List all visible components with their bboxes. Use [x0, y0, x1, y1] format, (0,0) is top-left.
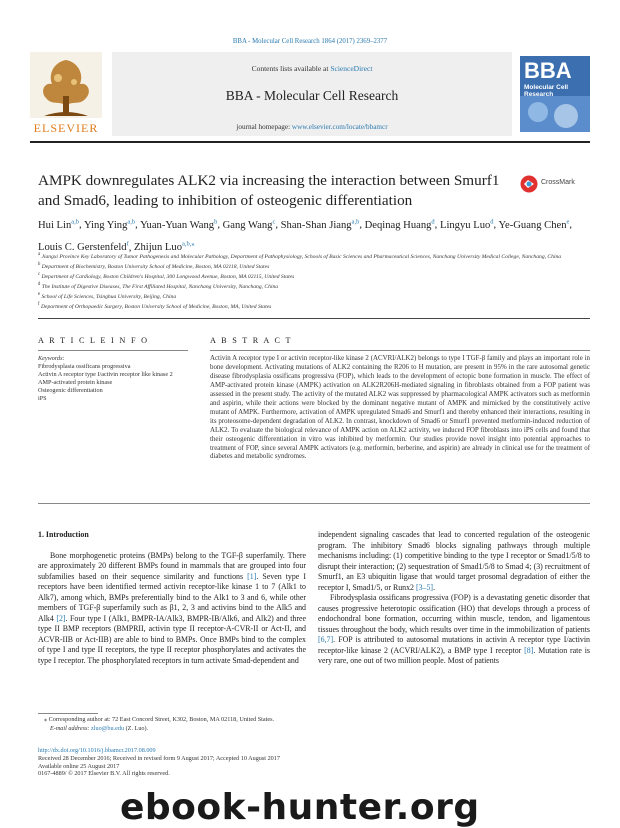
intro-paragraph-1: [38, 551, 306, 667]
cover-title-small: Molecular Cell Research: [524, 84, 569, 98]
received-dates: Received 28 December 2016; Received in revised form 9 August 2017; Accepted 10 August 2017: [38, 754, 280, 762]
author-affiliation-marker: a,b: [71, 218, 80, 225]
keyword-list: [38, 363, 180, 403]
author-name[interactable]: [38, 220, 79, 231]
author-affiliation-marker: d: [431, 218, 435, 225]
section-title: 1. Introduction: [38, 530, 89, 539]
author-affiliation-marker: f: [126, 240, 129, 248]
author-name-text: Lingyu Luo: [439, 219, 491, 231]
cover-title-big: BBA: [524, 58, 572, 83]
corresponding-author: ⁎ Corresponding author at: 72 East Concord Street, K302, Boston, MA 02118, United States.: [44, 716, 275, 723]
affiliation-text: Department of Orthopaedic Surgery, Boston University School of Medicine, Boston, MA, United States: [39, 304, 272, 311]
watermark-text: ebook-hunter.org: [120, 787, 480, 828]
author-affiliation-marker: a,b: [351, 218, 360, 225]
corresponding-author-footnote: [38, 716, 438, 734]
author-affiliation-marker: b: [214, 218, 218, 225]
homepage-prefix: journal homepage:: [236, 123, 292, 131]
affiliation-marker: c: [38, 272, 41, 278]
affiliation-marker: f: [38, 302, 40, 308]
affiliation-marker: a: [38, 252, 41, 257]
abstract-end-rule: [38, 503, 590, 504]
elsevier-logo: [30, 52, 102, 136]
email-line: [38, 725, 438, 734]
journal-reference[interactable]: BBA - Molecular Cell Research 1864 (2017) 2369–2377: [232, 38, 388, 45]
affiliation-text: Jiangxi Province Key Laboratory of Tumor Pathogenesis and Molecular Pathology, Department of Pathophysiology, Schools of Basic Sciences and Pharmaceutical Sciences, Nanchang University Medical College, Nanchang, China: [40, 253, 562, 260]
section-rule: [38, 318, 590, 319]
online-date: Available online 25 August 2017: [38, 762, 120, 770]
keyword-item: Activin A receptor type I/activin receptor like kinase 2: [38, 370, 173, 378]
author-name-text: Yuan-Yuan Wang: [140, 219, 215, 231]
abstract-text: Activin A receptor type I or activin receptor-like kinase 2 (ACVRI/ALK2) belongs to type I TGF-β family and plays an important role in bone development. Activating mutations of ALK2 containing the R206 to H mutation, are present in 95% in the rare autosomal genetic disease fibrodysplasia ossificans progressiva (FOP), which leads to the development of ectopic bone formation in muscle. The effect of AMP-activated protein kinase (AMPK) activation on ALK2R206H-mediated signaling in fibroblasts obtained from a FOP patient was assessed in the present study. The activity of the mutated ALK2 was suppressed by pharmacological AMPK activators such as metformin and aspirin, while their actions were blocked by the dominant negative mutant of AMPK and mimicked by the constitutively active mutant of AMPK. Furthermore, activation of AMPK upregulated Smad6 and Smurf1 and thereby enhanced their interactions, resulting in its proteosome-dependent degradation of ALK2. In contrast, knockdown of Smad6 or Smurf1 prevented metformin-induced reduction of ALK2. To evaluate the biological relevance of AMPK action on ALK2 activity, we induced FOP fibroblasts into iPS cells and found that their osteogenic differentiation in vitro was inhibited by metformin. Our studies provide novel insight into potential approaches to treatment of FOP, since several AMPK activators (e.g. metformin, berberine, and aspirin) are already in clinical use for the treatment of diabetes and metabolic syndromes.: [210, 355, 590, 461]
crossmark-label: CrossMark: [541, 179, 575, 186]
homepage-link[interactable]: www.elsevier.com/locate/bbamcr: [291, 123, 388, 131]
affiliation-item: [38, 291, 593, 301]
keyword-item: Fibrodysplasia ossificans progressiva: [38, 362, 131, 370]
affiliation-text: Department of Cardiology, Boston Children's Hospital, 300 Longwood Avenue, Boston, MA 02115, United States: [40, 273, 295, 280]
body-column-left: [38, 530, 306, 666]
intro-paragraph-2: [318, 593, 590, 667]
elsevier-wordmark: ELSEVIER: [33, 121, 99, 135]
crossmark-badge[interactable]: [520, 174, 595, 194]
keyword-item: Osteogenic differentiation: [38, 386, 103, 394]
crossmark-icon: [520, 175, 538, 193]
author-name[interactable]: [498, 220, 569, 231]
affiliation-marker: d: [38, 282, 41, 288]
author-name-text: Ye-Guang Chen: [498, 219, 567, 231]
contents-prefix: Contents lists available at: [251, 64, 331, 73]
text-span: independent signaling cascades that lead to concerted regulation of the osteogenic program. The inhibitory Smad6 blocks signaling pathways through multiple mechanisms including: (1) competitive binding to the type I receptor or Smad1/5/8 to disrupt their interaction; (2) sequestration of Smad1/5/8 to Smad 4; (3) recruitment of Smurf1, an E3 ubiquitin ligase that would target prosomal degradation of either the receptor I, Smad1/5, or Runx2: [318, 530, 590, 592]
text-span: . Seven type I receptors have been identified termed activin receptor-like kinase 1 to 7 (Alk1 to Alk7), among which, BMPs preferentially bind to the Alk1 to 3 and 6, while other members of TGF-β superfamily such as β1, 2, 3 and activins bind to the Alk5 and Alk4: [38, 571, 306, 623]
author-name-text: Deqinag Huang: [364, 219, 432, 231]
article-info-heading: A R T I C L E I N F O: [38, 336, 149, 345]
author-name-text: Gang Wang: [222, 219, 273, 231]
author-name[interactable]: [223, 220, 276, 231]
email-suffix: (Z. Luo).: [124, 724, 149, 732]
abstract-rule: [210, 350, 590, 351]
intro-paragraph-1-cont: [318, 530, 590, 593]
contents-line: [112, 64, 512, 73]
citation-link[interactable]: [2]: [56, 613, 66, 623]
author-name-text: Shan-Shan Jiang: [280, 219, 352, 231]
author-name-text: Hui Lin: [38, 219, 72, 231]
masthead-center: [112, 52, 512, 136]
affiliation-text: The Institute of Digestive Diseases, The First Affiliated Hospital, Nanchang University, Nanchang, China: [40, 284, 279, 291]
affiliation-list: [38, 251, 593, 311]
author-name-text: Zhijun Luo: [134, 242, 182, 254]
author-affiliation-marker: e: [566, 218, 570, 225]
keyword-item: AMP-activated protein kinase: [38, 378, 113, 386]
author-name-text: Ying Ying: [83, 219, 128, 231]
keywords-label: Keywords:: [38, 355, 65, 362]
citation-link[interactable]: [1]: [247, 571, 257, 581]
footnote-rule: [38, 713, 98, 714]
body-column-right: [318, 530, 590, 667]
author-affiliation-marker: c: [272, 218, 276, 225]
text-span: . Mutation rate is very rare, one out of two million people. Most of patients: [318, 645, 590, 665]
affiliation-item: [38, 301, 593, 311]
affiliation-marker: e: [38, 292, 41, 298]
text-span: Bone morphogenetic proteins (BMPs) belong to the TGF-β superfamily. There are approximately 20 different BMPs found in mammals that are grouped into four subfamilies based on their sequence similarity and functions: [38, 550, 306, 581]
text-span: Fibrodysplasia ossificans progressiva (FOP) is a devastating genetic disorder that causes progressive heterotopic ossification (HO) that develops through a process of endochondral bone formation, occurring within muscle, tendon, and ligamentous tissues throughout the body, which results over time in the immobilization of patients: [318, 593, 590, 634]
author-name-text: Louis C. Gerstenfeld: [38, 242, 127, 254]
doi-link[interactable]: http://dx.doi.org/10.1016/j.bbamcr.2017.08.009: [38, 747, 156, 754]
article-title: AMPK downregulates ALK2 via increasing the interaction between Smurf1 and Smad6, leading to inhibition of osteogenic differentiation: [38, 172, 500, 209]
affiliation-item: [38, 261, 593, 271]
author-affiliation-marker: d: [490, 218, 494, 225]
author-name[interactable]: [84, 220, 135, 231]
text-span: .: [433, 582, 436, 592]
email-link[interactable]: zluo@bu.edu: [91, 724, 125, 732]
citation-link[interactable]: [6,7]: [318, 635, 334, 644]
author-name[interactable]: [281, 220, 360, 231]
sciencedirect-link[interactable]: ScienceDirect: [330, 64, 373, 73]
citation-link[interactable]: [3–5]: [415, 582, 434, 592]
journal-name: BBA - Molecular Cell Research: [225, 88, 399, 103]
affiliation-item: [38, 271, 593, 281]
journal-cover-image: [520, 56, 590, 132]
header-rule: [30, 141, 590, 143]
affiliation-text: School of Life Sciences, Tsinghua University, Beijing, China: [40, 294, 177, 301]
journal-masthead: [30, 52, 590, 138]
affiliation-item: [38, 251, 593, 261]
affiliation-item: [38, 281, 593, 291]
article-info-rule: [38, 350, 188, 351]
keyword-item: iPS: [38, 394, 47, 402]
affiliation-marker: b: [38, 262, 41, 268]
keywords-block: [38, 355, 180, 402]
publication-info: [38, 747, 438, 778]
affiliation-text: Department of Biochemistry, Boston University School of Medicine, Boston, MA 02118, United States: [40, 263, 270, 270]
homepage-line: [112, 123, 512, 131]
abstract-heading: A B S T R A C T: [210, 336, 293, 345]
text-span: . Four type I (Alk1, BMPR-IA/Alk3, BMPR-IB/Alk6, and Alk2) and three type II BMP receptors (BMPRII, activin type II receptor-A-CVR-II or Act-II, and ACVR-IIB or Act-IIB) are able to bind to BMPs. Once BMPs bind to the complex of type I and type II receptors, the type II receptor phosphorylates and activates the type I receptor. The phosphorylated receptors in turn activate Smad-dependent and: [38, 613, 306, 665]
author-name[interactable]: [440, 220, 494, 231]
author-affiliation-marker: a,b,⁎: [182, 240, 195, 248]
author-list: Hui Lin$^{a,b}$, Ying Ying$^{a,b}$, Yuan-Yuan Wang$^b$, Gang Wang$^c$, Shan-Shan Jiang$^{a,b}$, Deqinag Huang$^d$, Lingyu Luo$^d$, Ye-Guang Chen$^e$, Louis C. Gerstenfeld$^f$, Zhijun Luo$^{a,b,⁎}$: [38, 218, 573, 254]
email-label: E-mail address:: [50, 724, 92, 732]
citation-link[interactable]: [8]: [524, 645, 534, 655]
author-name[interactable]: [140, 220, 217, 231]
author-name[interactable]: [365, 220, 435, 231]
copyright-line: 0167-4889/ © 2017 Elsevier B.V. All rights reserved.: [38, 770, 170, 778]
author-affiliation-marker: a,b: [127, 218, 136, 225]
text-span: . FOP is attributed to autosomal mutations in activin A receptor type I/activin receptor-like kinase 2 (ACVRI/ALK2), a BMP type I receptor: [318, 635, 590, 655]
